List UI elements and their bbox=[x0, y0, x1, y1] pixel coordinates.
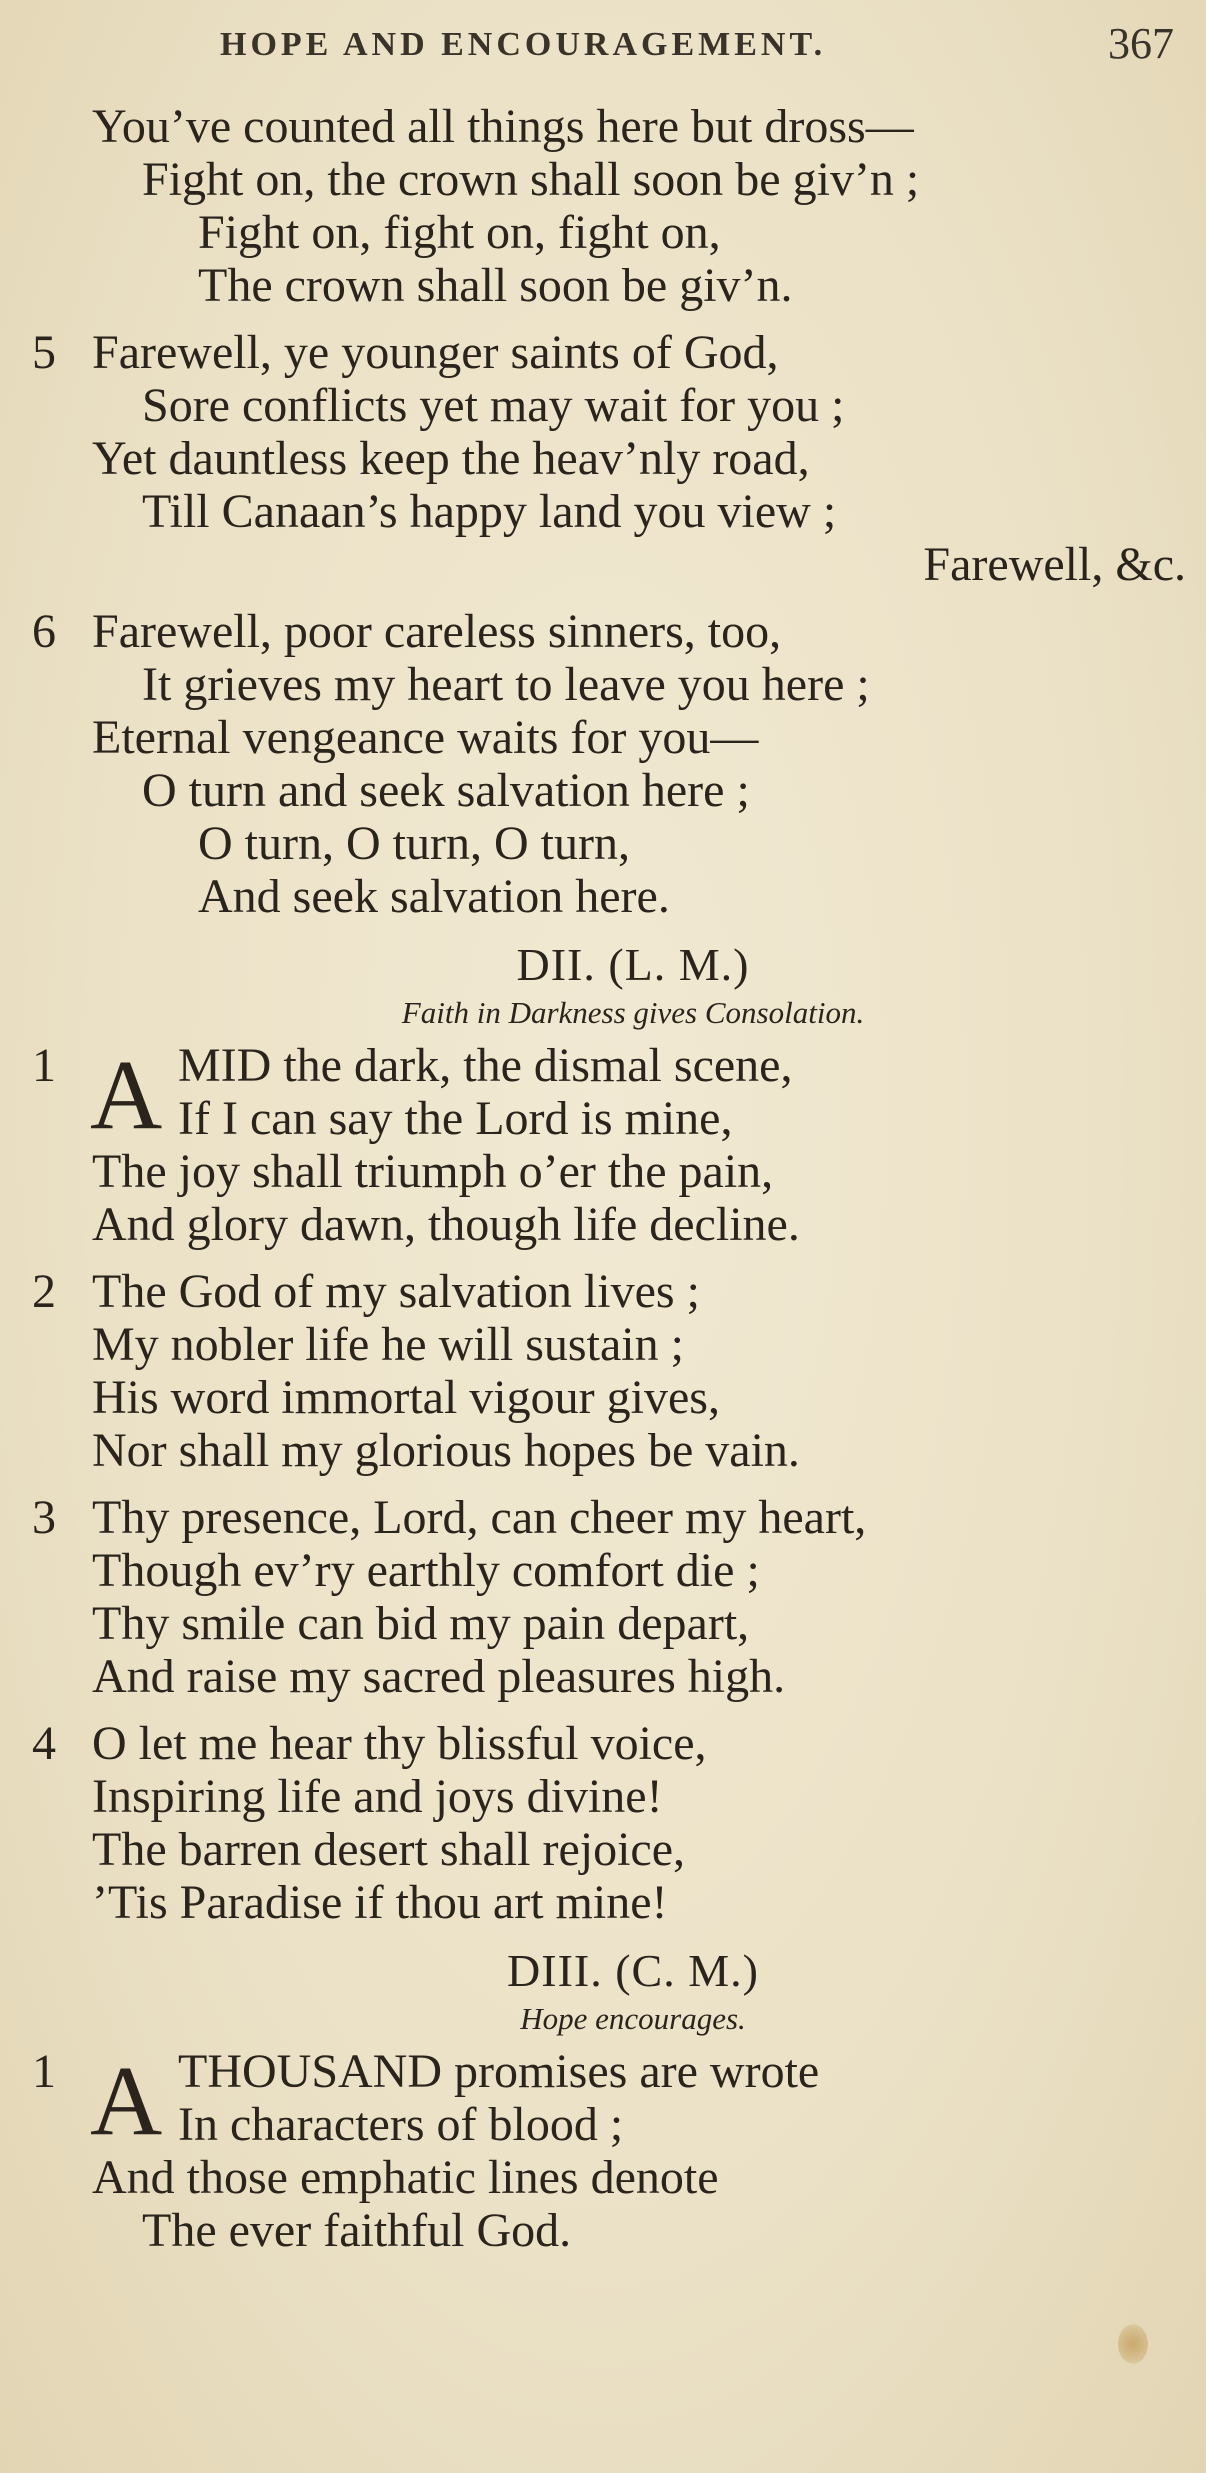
verse-line bbox=[0, 605, 1206, 658]
hymn-502-stanza-1 bbox=[0, 1039, 1206, 1251]
hymn-heading: DIII. (C. M.) bbox=[507, 1945, 759, 1996]
stanza-number: 1 bbox=[32, 1039, 56, 1092]
stanza-5 bbox=[0, 326, 1206, 591]
hymn-502-stanza-3 bbox=[0, 1491, 1206, 1703]
verse-line: Though ev’ry earthly comfort die ; bbox=[92, 1544, 760, 1597]
verse-line: Inspiring life and joys divine! bbox=[92, 1770, 663, 1823]
stanza-number: 2 bbox=[32, 1265, 56, 1318]
verse-line: The barren desert shall rejoice, bbox=[92, 1823, 686, 1876]
drop-cap: A bbox=[90, 1039, 163, 1150]
verse-line: Nor shall my glorious hopes be vain. bbox=[92, 1424, 800, 1477]
verse-text: MID the dark, the dismal scene, bbox=[178, 1039, 793, 1092]
stanza-number: 3 bbox=[32, 1491, 56, 1544]
verse-text: Farewell, poor careless sinners, too, bbox=[92, 605, 782, 658]
verse-text: O let me hear thy blissful voice, bbox=[92, 1717, 707, 1770]
verse-line bbox=[0, 1717, 1206, 1770]
drop-cap: A bbox=[90, 2045, 163, 2156]
stanza-number: 4 bbox=[32, 1717, 56, 1770]
paper-stain bbox=[1118, 2324, 1148, 2364]
verse-line: And raise my sacred pleasures high. bbox=[92, 1650, 786, 1703]
page-header bbox=[0, 14, 1206, 74]
verse-line: Till Canaan’s happy land you view ; bbox=[142, 485, 837, 538]
refrain-marker: Farewell, &c. bbox=[923, 538, 1186, 591]
verse-line: The crown shall soon be giv’n. bbox=[198, 259, 793, 312]
verse-line: The joy shall triumph o’er the pain, bbox=[92, 1145, 774, 1198]
verse-text: The God of my salvation lives ; bbox=[92, 1265, 700, 1318]
verse-line: Fight on, fight on, fight on, bbox=[198, 206, 721, 259]
page-number: 367 bbox=[1108, 19, 1174, 68]
hymn-502-stanza-2 bbox=[0, 1265, 1206, 1477]
running-head: HOPE AND ENCOURAGEMENT. bbox=[220, 26, 827, 63]
hymn-subtitle: Hope encourages. bbox=[520, 2001, 746, 2036]
verse-line: My nobler life he will sustain ; bbox=[92, 1318, 684, 1371]
stanza-number: 1 bbox=[32, 2045, 56, 2098]
verse-line bbox=[0, 1491, 1206, 1544]
verse-line: Thy smile can bid my pain depart, bbox=[92, 1597, 750, 1650]
verse-line bbox=[0, 326, 1206, 379]
stanza-number: 6 bbox=[32, 605, 56, 658]
hymn-subtitle: Faith in Darkness gives Consolation. bbox=[401, 995, 865, 1030]
verse-line: His word immortal vigour gives, bbox=[92, 1371, 720, 1424]
continued-stanza bbox=[0, 100, 1206, 312]
verse-line: Yet dauntless keep the heav’nly road, bbox=[92, 432, 810, 485]
verse-line bbox=[0, 1265, 1206, 1318]
verse-line: If I can say the Lord is mine, bbox=[178, 1092, 733, 1145]
verse-line: In characters of blood ; bbox=[178, 2098, 624, 2151]
verse-text: Thy presence, Lord, can cheer my heart, bbox=[92, 1491, 867, 1544]
verse-line: O turn and seek salvation here ; bbox=[142, 764, 750, 817]
verse-line: O turn, O turn, O turn, bbox=[198, 817, 630, 870]
hymn-502-stanza-4 bbox=[0, 1717, 1206, 1929]
verse-line: It grieves my heart to leave you here ; bbox=[142, 658, 870, 711]
stanza-number: 5 bbox=[32, 326, 56, 379]
page-body bbox=[0, 100, 1206, 2271]
verse-text: Farewell, ye younger saints of God, bbox=[92, 326, 779, 379]
verse-line: Fight on, the crown shall soon be giv’n ; bbox=[142, 153, 920, 206]
verse-line: And those emphatic lines denote bbox=[92, 2151, 719, 2204]
verse-text: THOUSAND promises are wrote bbox=[178, 2045, 820, 2098]
stanza-6 bbox=[0, 605, 1206, 923]
verse-line: Sore conflicts yet may wait for you ; bbox=[142, 379, 845, 432]
verse-line: The ever faithful God. bbox=[142, 2204, 572, 2257]
verse-line: ’Tis Paradise if thou art mine! bbox=[92, 1876, 668, 1929]
hymn-503-stanza-1 bbox=[0, 2045, 1206, 2257]
verse-line: And seek salvation here. bbox=[198, 870, 670, 923]
verse-line: And glory dawn, though life decline. bbox=[92, 1198, 800, 1251]
verse-line: You’ve counted all things here but dross— bbox=[92, 100, 914, 153]
verse-line: Eternal vengeance waits for you— bbox=[92, 711, 759, 764]
hymn-heading: DII. (L. M.) bbox=[516, 939, 750, 990]
